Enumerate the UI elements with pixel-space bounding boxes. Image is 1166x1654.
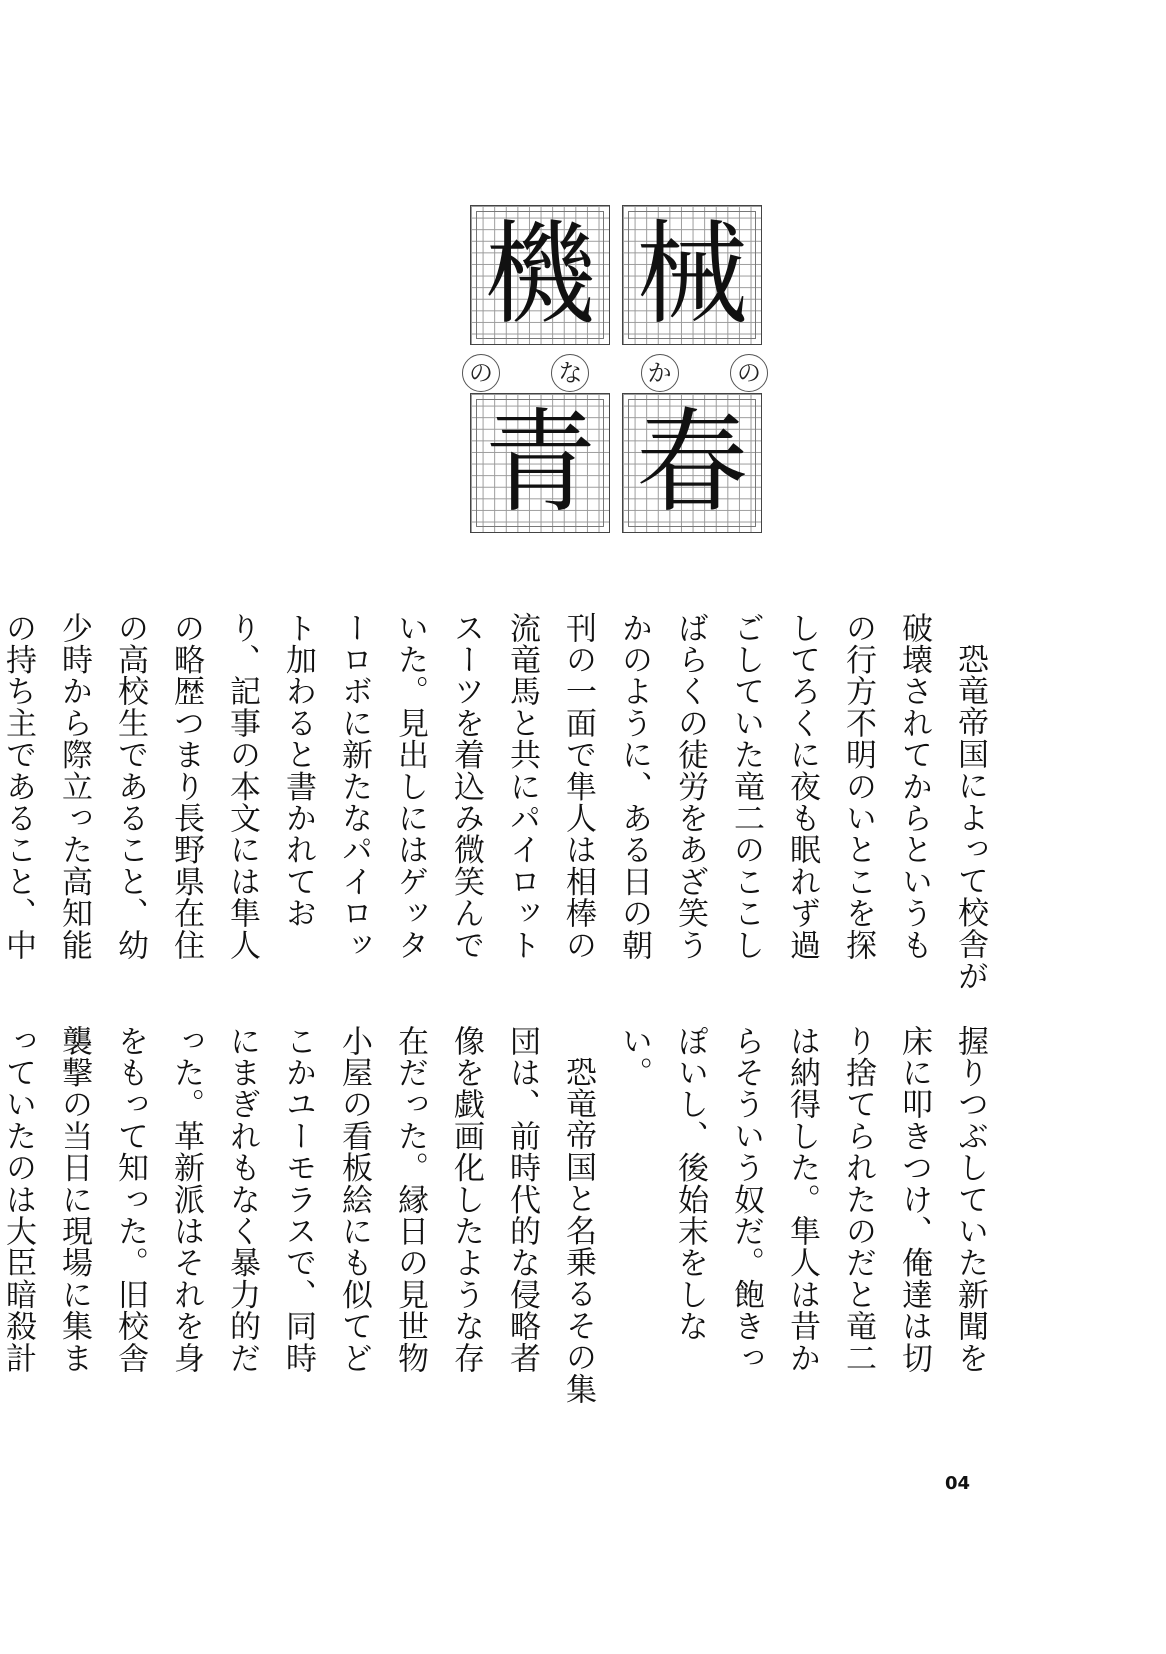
paragraph-upper: 恐竜帝国によって校舎が破壊されてからというもの行方不明のいとこを探してろくに夜も眠れず過ごしていた竜二のここしばらくの徒労をあざ笑うかのように、ある日の朝刊の一面で隼人は相棒の流竜馬と共にパイロットスーツを着込み微笑んでいた。見出しにはゲッターロボに新たなパイロット加わると書かれており、記事の本文には隼人の略歴つまり長野県在住の高校生であること、幼少時から際立った高知能の持ち主であること、中 — [0, 612, 988, 992]
title-kanji-shun: 春 — [636, 398, 748, 528]
page-number: 04 — [944, 1473, 970, 1494]
paragraph-lower-2: 恐竜帝国と名乗るその集団は、前時代的な侵略者像を戯画化したような存在だった。縁日の見世物小屋の看板絵にも似てどこかユーモラスで、同時にまぎれもなく暴力的だった。革新派はそれを身をもって知った。旧校舎襲撃の当日に現場に集まっていたのは大臣暗殺計 — [0, 1025, 596, 1405]
title-kana-row — [462, 353, 768, 393]
title-cell-ki — [470, 205, 610, 345]
title-block — [470, 205, 760, 535]
paragraph-lower-1: 握りつぶしていた新聞を床に叩きつけ、俺達は切り捨てられたのだと竜二は納得した。隼人は昔からそういう奴だ。飽きっぽいし、後始末をしない。 — [616, 1025, 988, 1374]
title-cell-shun — [622, 393, 762, 533]
title-cell-sei — [470, 393, 610, 533]
title-cell-kai — [622, 205, 762, 345]
title-kanji-sei: 青 — [484, 398, 596, 528]
title-kana-na: な — [551, 354, 589, 392]
body-text-upper — [0, 612, 998, 992]
title-kanji-ki: 機 — [484, 210, 596, 340]
title-kanji-kai: 械 — [636, 210, 748, 340]
body-text-lower — [0, 1025, 998, 1405]
title-kana-ka: か — [641, 354, 679, 392]
title-kana-no-2: の — [730, 354, 768, 392]
title-kana-no-1: の — [462, 354, 500, 392]
